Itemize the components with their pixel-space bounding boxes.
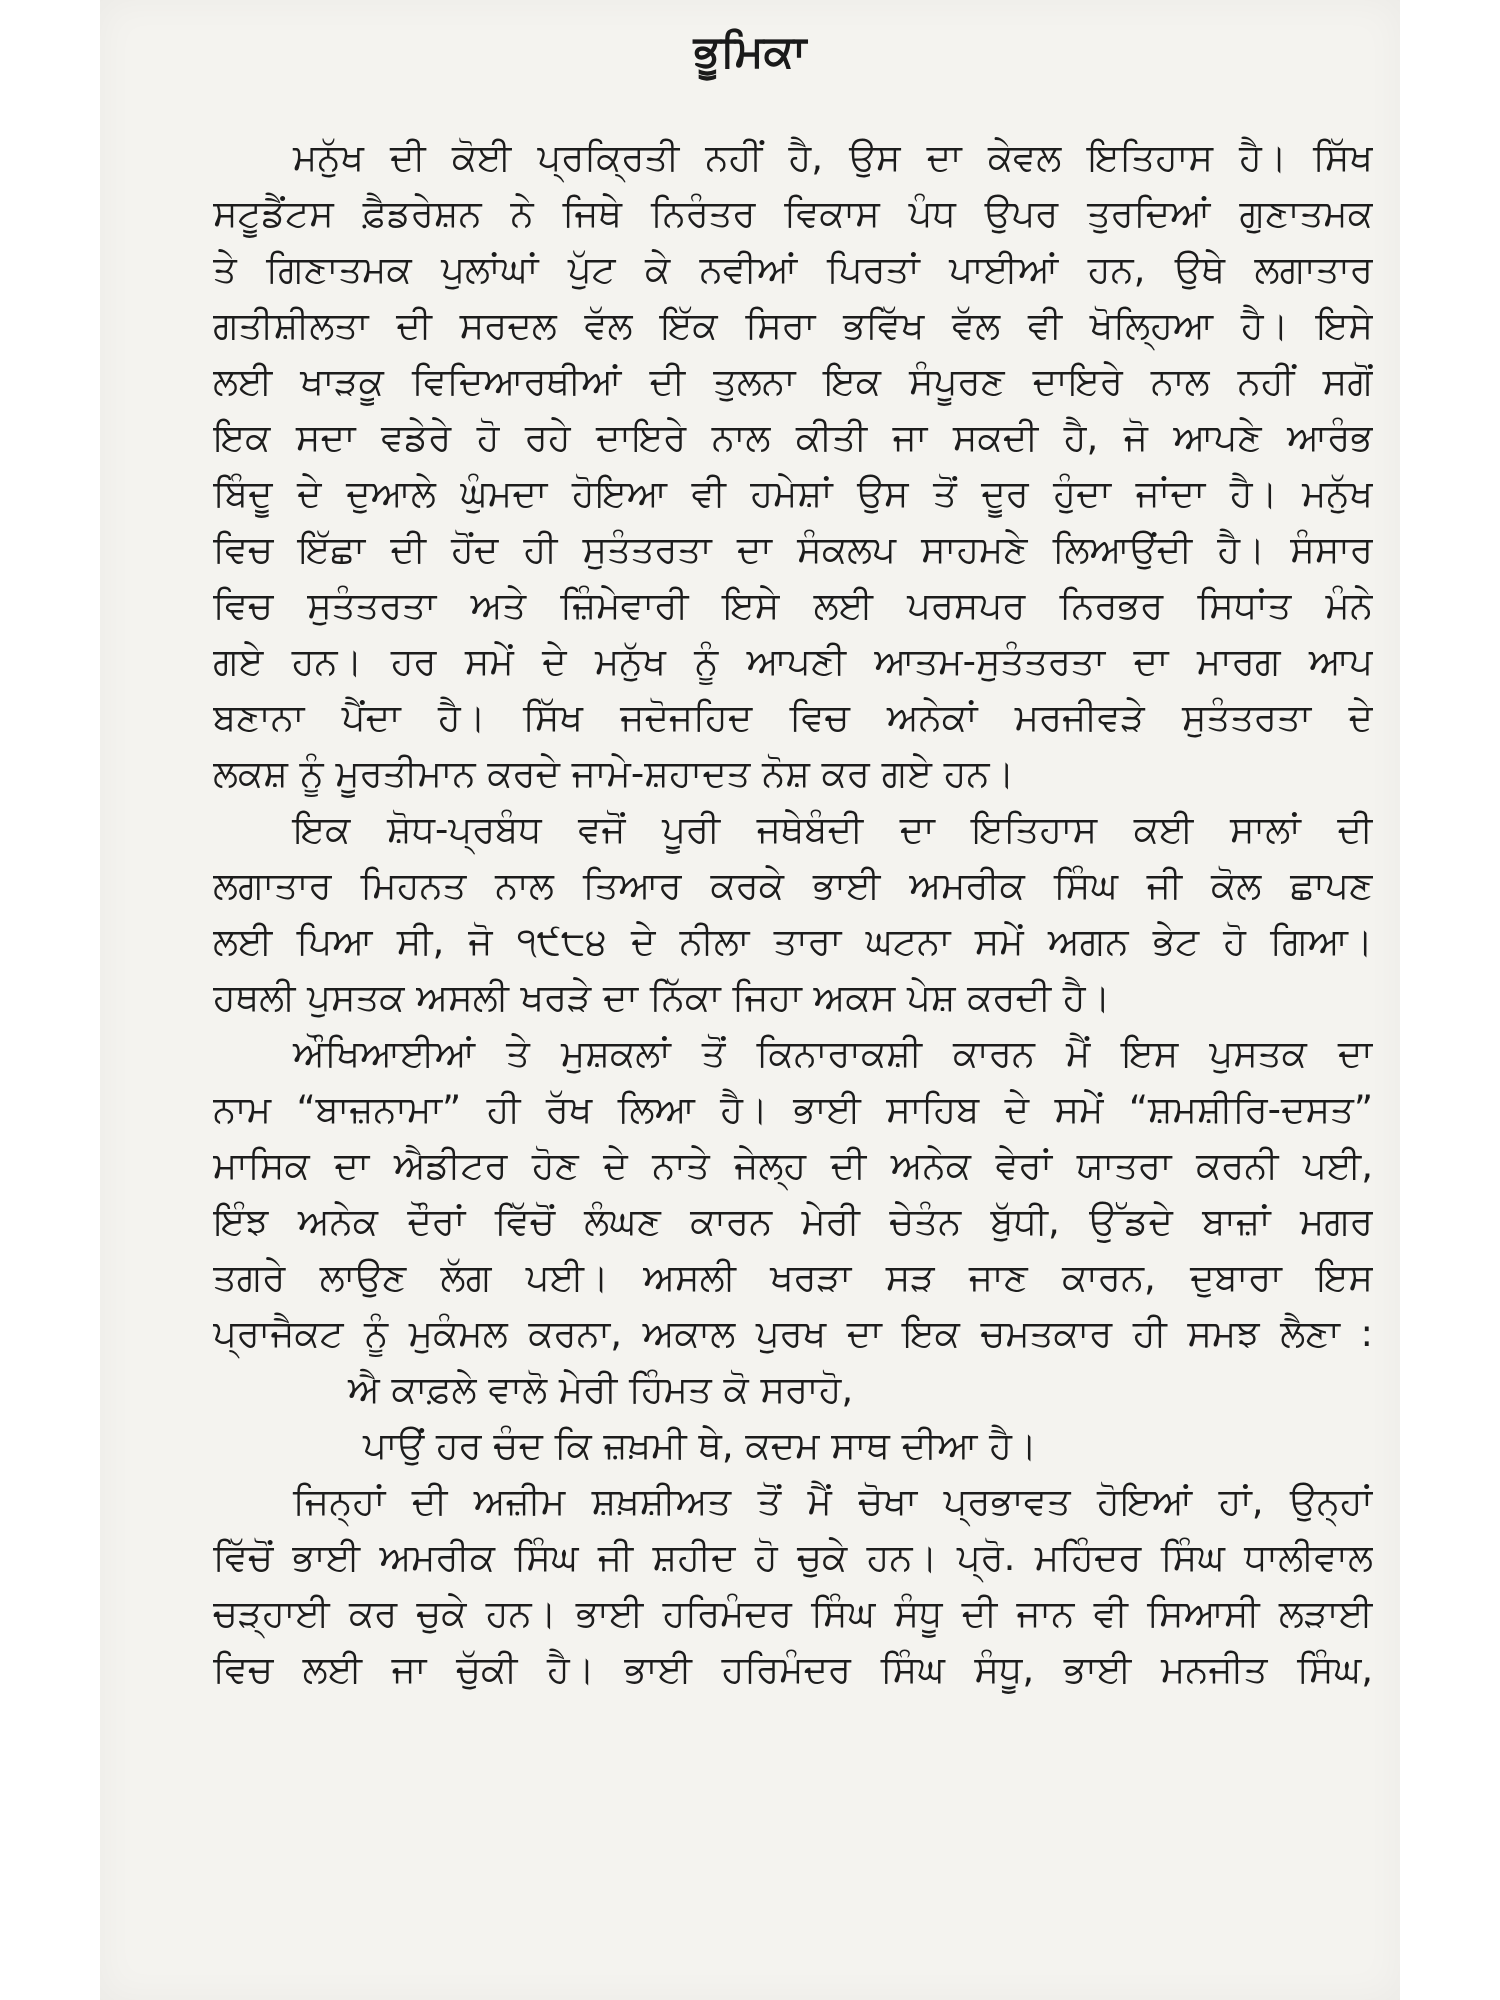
text-line: ਵਿਚ ਲਈ ਜਾ ਚੁੱਕੀ ਹੈ। ਭਾਈ ਹਰਿਮੰਦਰ ਸਿੰਘ ਸੰਧੂ, ਭਾਈ ਮਨਜੀਤ ਸਿੰਘ, [213, 1648, 1373, 1691]
text-line: ਤੇ ਗਿਣਾਤਮਕ ਪੁਲਾਂਘਾਂ ਪੁੱਟ ਕੇ ਨਵੀਆਂ ਪਿਰਤਾਂ ਪਾਈਆਂ ਹਨ, ਉਥੇ ਲਗਾਤਾਰ [213, 248, 1373, 291]
text-line: ਵਿਚ ਸੁਤੰਤਰਤਾ ਅਤੇ ਜ਼ਿੰਮੇਵਾਰੀ ਇਸੇ ਲਈ ਪਰਸਪਰ ਨਿਰਭਰ ਸਿਧਾਂਤ ਮੰਨੇ [213, 584, 1373, 627]
text-line: ਵਿੱਚੋਂ ਭਾਈ ਅਮਰੀਕ ਸਿੰਘ ਜੀ ਸ਼ਹੀਦ ਹੋ ਚੁਕੇ ਹਨ। ਪ੍ਰੋ. ਮਹਿੰਦਰ ਸਿੰਘ ਧਾਲੀਵਾਲ [213, 1536, 1373, 1579]
text-line: ਗਏ ਹਨ। ਹਰ ਸਮੇਂ ਦੇ ਮਨੁੱਖ ਨੂੰ ਆਪਣੀ ਆਤਮ-ਸੁਤੰਤਰਤਾ ਦਾ ਮਾਰਗ ਆਪ [213, 640, 1373, 683]
text-line: ਮਾਸਿਕ ਦਾ ਐਡੀਟਰ ਹੋਣ ਦੇ ਨਾਤੇ ਜੇਲ੍ਹ ਦੀ ਅਨੇਕ ਵੇਰਾਂ ਯਾਤਰਾ ਕਰਨੀ ਪਈ, [213, 1144, 1373, 1187]
text-line: ਪ੍ਰਾਜੈਕਟ ਨੂੰ ਮੁਕੰਮਲ ਕਰਨਾ, ਅਕਾਲ ਪੁਰਖ ਦਾ ਇਕ ਚਮਤਕਾਰ ਹੀ ਸਮਝ ਲੈਣਾ : [213, 1312, 1373, 1355]
text-line: ਲਈ ਪਿਆ ਸੀ, ਜੋ ੧੯੮੪ ਦੇ ਨੀਲਾ ਤਾਰਾ ਘਟਨਾ ਸਮੇਂ ਅਗਨ ਭੇਟ ਹੋ ਗਿਆ। [213, 920, 1373, 963]
text-line: ਲਈ ਖਾੜਕੂ ਵਿਦਿਆਰਥੀਆਂ ਦੀ ਤੁਲਨਾ ਇਕ ਸੰਪੂਰਣ ਦਾਇਰੇ ਨਾਲ ਨਹੀਂ ਸਗੋਂ [213, 360, 1373, 403]
text-line: ਇੰਝ ਅਨੇਕ ਦੌਰਾਂ ਵਿੱਚੋਂ ਲੰਘਣ ਕਾਰਨ ਮੇਰੀ ਚੇਤੰਨ ਬੁੱਧੀ, ਉੱਡਦੇ ਬਾਜ਼ਾਂ ਮਗਰ [213, 1200, 1373, 1243]
verse-line: ਐ ਕਾਫ਼ਲੇ ਵਾਲੋ ਮੇਰੀ ਹਿੰਮਤ ਕੋ ਸਰਾਹੋ, [348, 1368, 854, 1411]
text-line: ਸਟੂਡੈਂਟਸ ਫ਼ੈਡਰੇਸ਼ਨ ਨੇ ਜਿਥੇ ਨਿਰੰਤਰ ਵਿਕਾਸ ਪੰਧ ਉਪਰ ਤੁਰਦਿਆਂ ਗੁਣਾਤਮਕ [213, 192, 1373, 235]
body-text [213, 130, 1373, 1698]
text-line: ਔਖਿਆਈਆਂ ਤੇ ਮੁਸ਼ਕਲਾਂ ਤੋਂ ਕਿਨਾਰਾਕਸ਼ੀ ਕਾਰਨ ਮੈਂ ਇਸ ਪੁਸਤਕ ਦਾ [293, 1032, 1373, 1075]
text-line: ਗਤੀਸ਼ੀਲਤਾ ਦੀ ਸਰਦਲ ਵੱਲ ਇੱਕ ਸਿਰਾ ਭਵਿੱਖ ਵੱਲ ਵੀ ਖੋਲ੍ਹਿਆ ਹੈ। ਇਸੇ [213, 304, 1373, 347]
text-line: ਤਗਰੇ ਲਾਉਣ ਲੱਗ ਪਈ। ਅਸਲੀ ਖਰੜਾ ਸੜ ਜਾਣ ਕਾਰਨ, ਦੁਬਾਰਾ ਇਸ [213, 1256, 1373, 1299]
text-line: ਚੜ੍ਹਾਈ ਕਰ ਚੁਕੇ ਹਨ। ਭਾਈ ਹਰਿਮੰਦਰ ਸਿੰਘ ਸੰਧੂ ਦੀ ਜਾਨ ਵੀ ਸਿਆਸੀ ਲੜਾਈ [213, 1592, 1373, 1635]
text-line: ਬਣਾਨਾ ਪੈਂਦਾ ਹੈ। ਸਿੱਖ ਜਦੋਜਹਿਦ ਵਿਚ ਅਨੇਕਾਂ ਮਰਜੀਵੜੇ ਸੁਤੰਤਰਤਾ ਦੇ [213, 696, 1373, 739]
text-line: ਵਿਚ ਇੱਛਾ ਦੀ ਹੋਂਦ ਹੀ ਸੁਤੰਤਰਤਾ ਦਾ ਸੰਕਲਪ ਸਾਹਮਣੇ ਲਿਆਉਂਦੀ ਹੈ। ਸੰਸਾਰ [213, 528, 1373, 571]
text-line: ਇਕ ਸ਼ੋਧ-ਪ੍ਰਬੰਧ ਵਜੋਂ ਪੂਰੀ ਜਥੇਬੰਦੀ ਦਾ ਇਤਿਹਾਸ ਕਈ ਸਾਲਾਂ ਦੀ [293, 808, 1373, 851]
text-line: ਹਥਲੀ ਪੁਸਤਕ ਅਸਲੀ ਖਰੜੇ ਦਾ ਨਿੱਕਾ ਜਿਹਾ ਅਕਸ ਪੇਸ਼ ਕਰਦੀ ਹੈ। [213, 976, 1111, 1019]
text-line: ਨਾਮ “ਬਾਜ਼ਨਾਮਾ” ਹੀ ਰੱਖ ਲਿਆ ਹੈ। ਭਾਈ ਸਾਹਿਬ ਦੇ ਸਮੇਂ “ਸ਼ਮਸ਼ੀਰਿ-ਦਸਤ” [213, 1088, 1373, 1131]
text-line: ਲਗਾਤਾਰ ਮਿਹਨਤ ਨਾਲ ਤਿਆਰ ਕਰਕੇ ਭਾਈ ਅਮਰੀਕ ਸਿੰਘ ਜੀ ਕੋਲ ਛਾਪਣ [213, 864, 1373, 907]
text-line: ਜਿਨ੍ਹਾਂ ਦੀ ਅਜ਼ੀਮ ਸ਼ਖ਼ਸ਼ੀਅਤ ਤੋਂ ਮੈਂ ਚੋਖਾ ਪ੍ਰਭਾਵਤ ਹੋਇਆਂ ਹਾਂ, ਉਨ੍ਹਾਂ [293, 1480, 1373, 1523]
verse-line: ਪਾਉਂ ਹਰ ਚੰਦ ਕਿ ਜ਼ਖ਼ਮੀ ਥੇ, ਕਦਮ ਸਾਥ ਦੀਆ ਹੈ। [363, 1424, 1037, 1467]
page-title: ਭੂਮਿਕਾ [693, 26, 807, 77]
text-line: ਇਕ ਸਦਾ ਵਡੇਰੇ ਹੋ ਰਹੇ ਦਾਇਰੇ ਨਾਲ ਕੀਤੀ ਜਾ ਸਕਦੀ ਹੈ, ਜੋ ਆਪਣੇ ਆਰੰਭ [213, 416, 1373, 459]
text-line: ਬਿੰਦੂ ਦੇ ਦੁਆਲੇ ਘੁੰਮਦਾ ਹੋਇਆ ਵੀ ਹਮੇਸ਼ਾਂ ਉਸ ਤੋਂ ਦੂਰ ਹੁੰਦਾ ਜਾਂਦਾ ਹੈ। ਮਨੁੱਖ [213, 472, 1373, 515]
text-line: ਮਨੁੱਖ ਦੀ ਕੋਈ ਪ੍ਰਕ੍ਰਿਤੀ ਨਹੀਂ ਹੈ, ਉਸ ਦਾ ਕੇਵਲ ਇਤਿਹਾਸ ਹੈ। ਸਿੱਖ [293, 136, 1373, 179]
text-line: ਲਕਸ਼ ਨੂੰ ਮੂਰਤੀਮਾਨ ਕਰਦੇ ਜਾਮੇ-ਸ਼ਹਾਦਤ ਨੋਸ਼ ਕਰ ਗਏ ਹਨ। [213, 752, 1015, 795]
